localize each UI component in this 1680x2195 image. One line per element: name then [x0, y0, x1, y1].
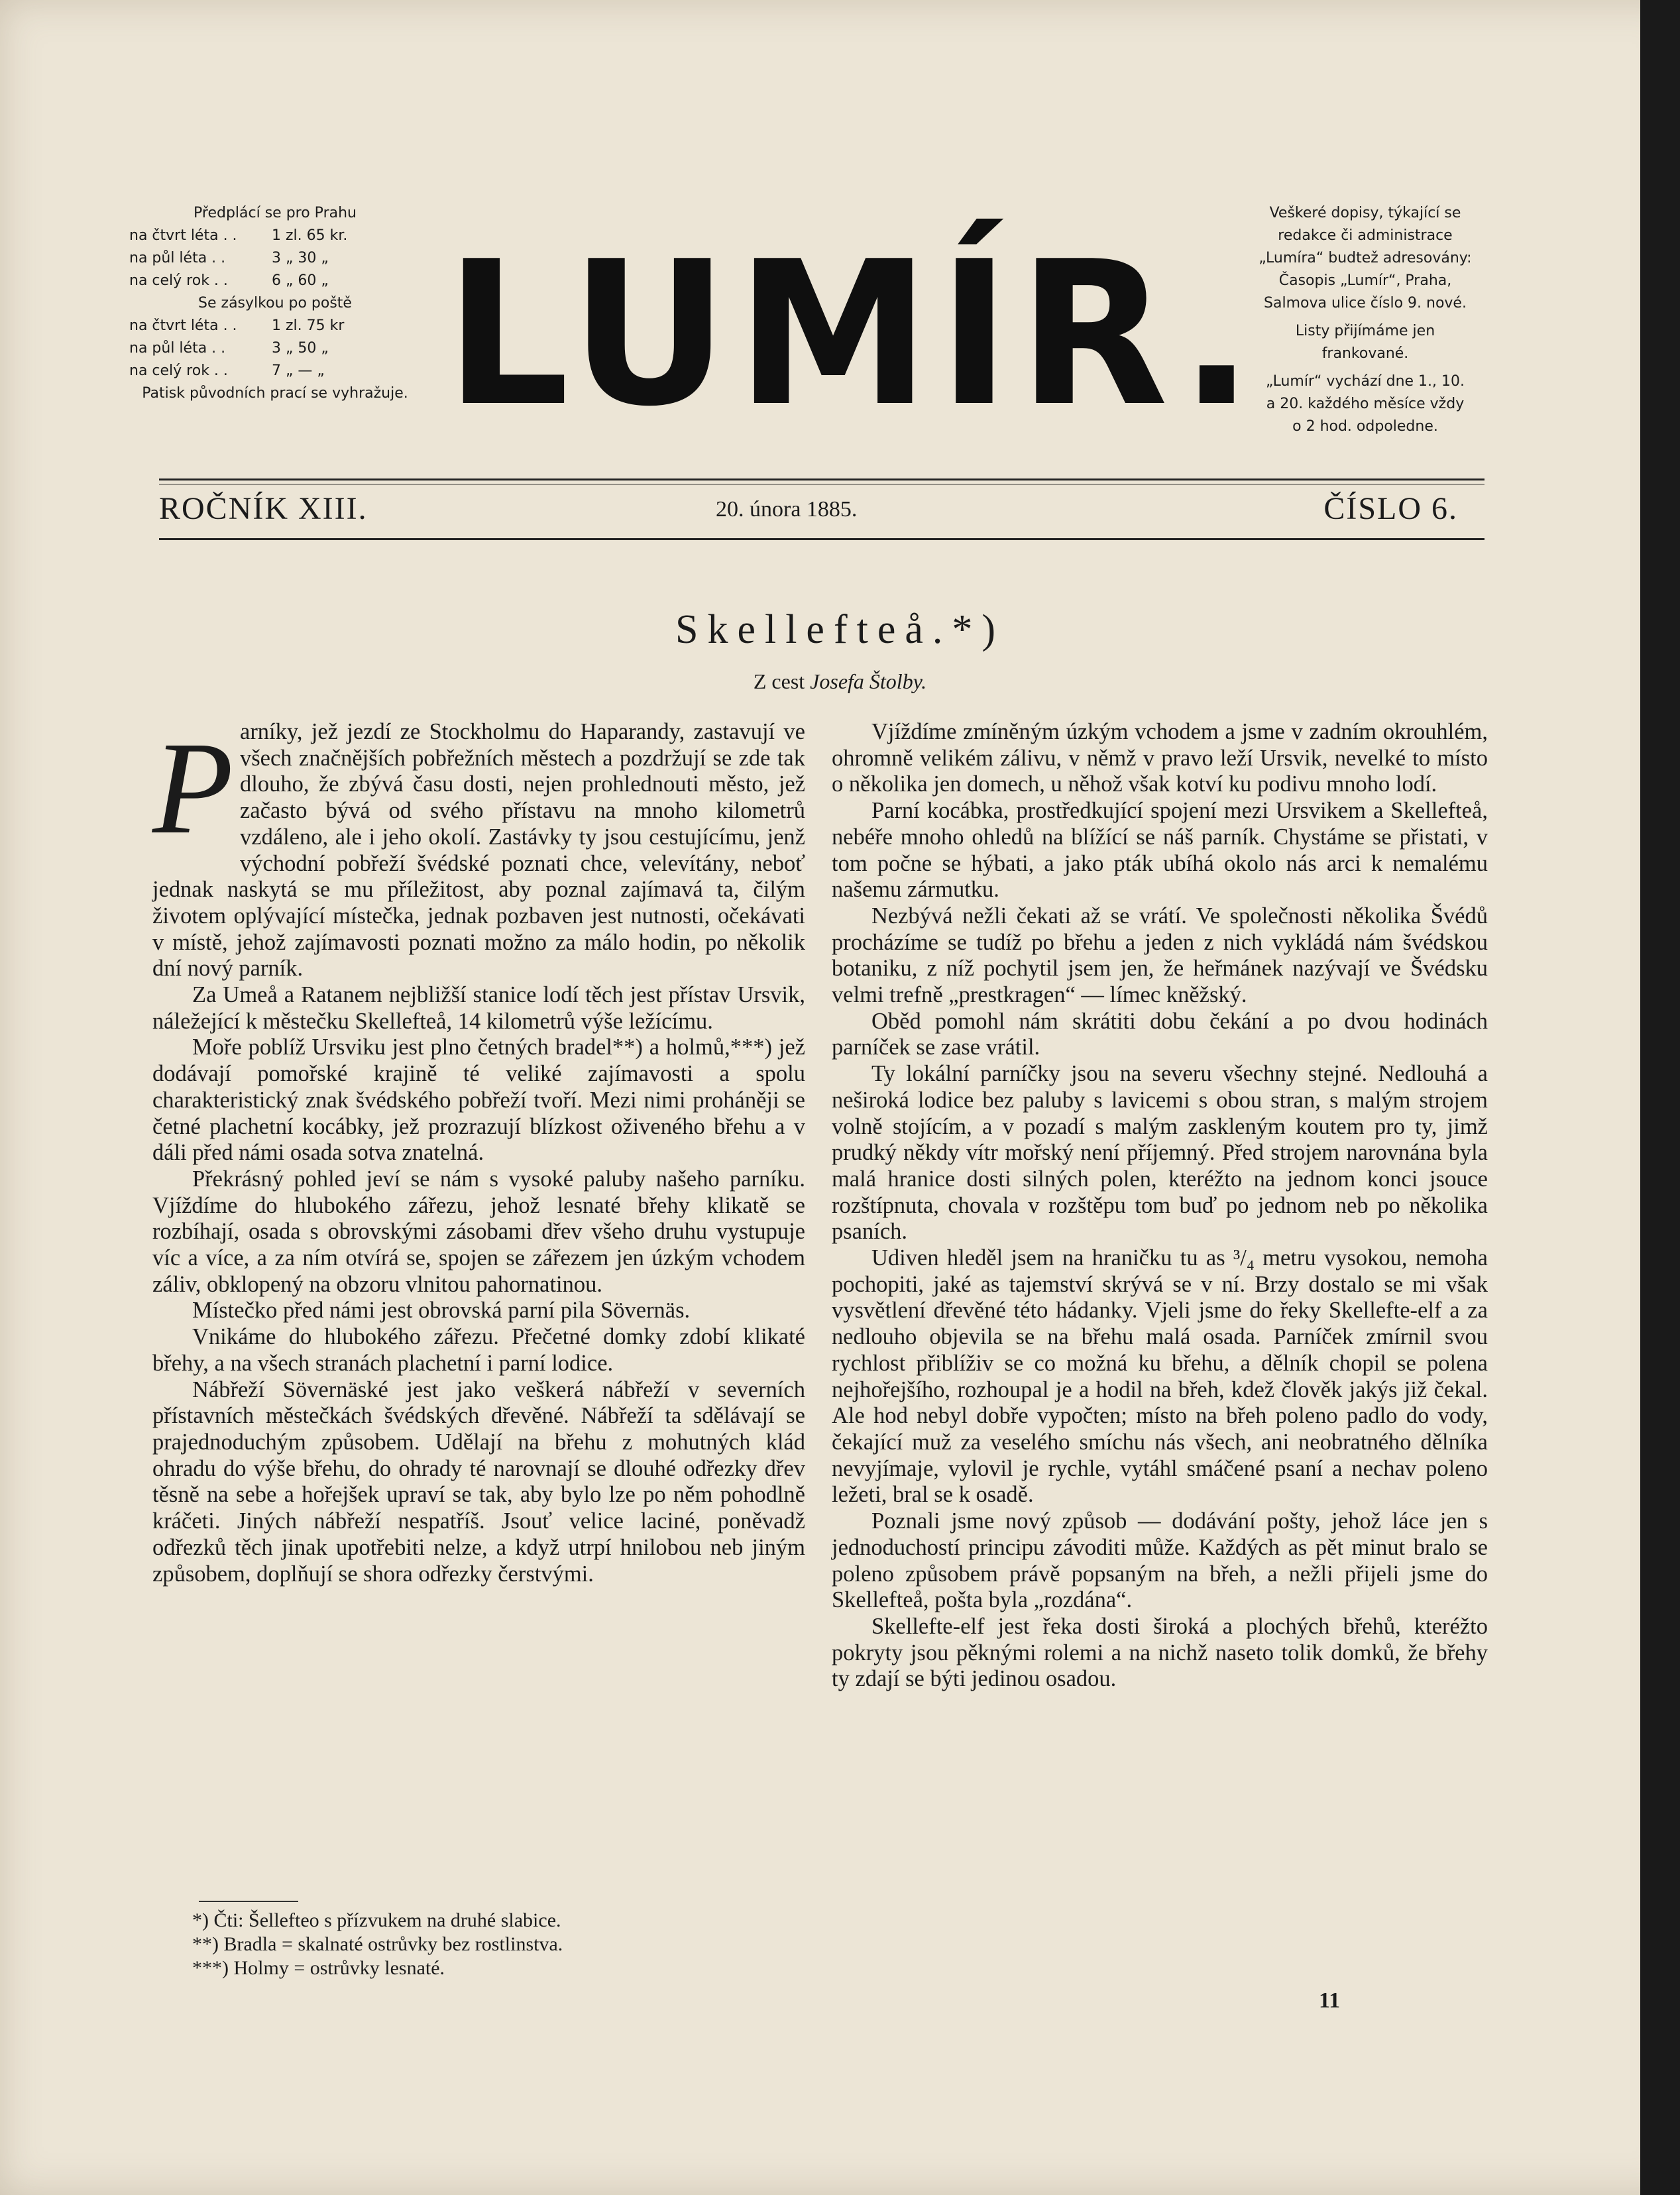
- price-row: na půl léta . . 3 „ 30 „: [129, 250, 329, 266]
- paragraph: Udiven hleděl jsem na hraničku tu as ³/₄ metru vysokou, nemoha pochopiti, jaké as tajemství skrývá se v ní. Brzy dostalo se mi však vysvětlení dřevěné této hádanky. Vjeli jsme do řeky Skellefte-elf a za nedlouho objevila se na břehu malá osada. Parníček zmírnil svou rychlost přiblíživ se co možná ku břehu, a dělník chopil se polena nejhořejšího, rozhoupal je a hodil na břeh, kdež člověk jakýs již čekal. Ale hod nebyl dobře vypočten; místo na břeh poleno padlo do vody, čekající muž za veselého smíchu nás všech, ani neobratného dělníka nevyjímaje, vylovil je rychle, vytáhl smáčené psaní a nechav poleno ležeti, bral se k osadě.: [832, 1245, 1488, 1508]
- paragraph: Za Umeå a Ratanem nejbližší stanice lodí těch jest přístav Ursvik, náležející k městečku Skellefteå, 14 kilometrů výše ležícímu.: [152, 982, 805, 1034]
- price-row: na čtvrt léta . . 1 zl. 65 kr.: [129, 227, 348, 244]
- editorial-info: [1226, 202, 1504, 438]
- info-line: „Lumír“ vychází dne 1., 10.: [1265, 373, 1465, 390]
- issue-bar: [159, 490, 1484, 537]
- reprint-note: Patisk původních prací se vyhražuje.: [142, 385, 408, 402]
- info-line: Listy přijímáme jen: [1295, 323, 1435, 339]
- paragraph: Ty lokální parníčky jsou na severu všechny stejné. Nedlouhá a neširoká lodice bez paluby s lavicemi s obou stran, s malým strojem volně stojícím, a v pozadí s malým zaskleným koutem pro ty, jimž prudký někdy vítr mořský není příjemný. Před strojem narovnána byla malá hranice dosti silných polen, kteréžto na jednom konci jsouce rozštípnuta, chovala v rozštěpu tom buď po jednom neb po několika psaních.: [832, 1061, 1488, 1245]
- paragraph: Překrásný pohled jeví se nám s vysoké paluby našeho parníku. Vjíždíme do hlubokého zářezu, jehož lesnaté břehy klikatě se rozbíhají, osada s obrovskými zásobami dřev všeho druhu vystupuje víc a více, a za ním otvírá se, spojen se zářezem jen úzkým vchodem záliv, obklopený na obzoru vlnitou pahornatinou.: [152, 1166, 805, 1297]
- scan-border: [1640, 0, 1680, 2195]
- article-column-2: [832, 719, 1488, 1693]
- top-rule: [159, 478, 1484, 480]
- article-byline: Z cest Josefa Štolby.: [753, 669, 927, 693]
- subscription-info: [129, 202, 421, 405]
- info-line: Časopis „Lumír“, Praha,: [1278, 272, 1452, 289]
- paragraph: Oběd pomohl nám skrátiti dobu čekání a po dvou hodinách parníček se zase vrátil.: [832, 1008, 1488, 1060]
- info-line: frankované.: [1321, 345, 1409, 362]
- footnote: ***) Holmy = ostrůvky lesnaté.: [192, 1957, 445, 1979]
- footnote: **) Bradla = skalnaté ostrůvky bez rostlinstva.: [192, 1933, 563, 1955]
- postal-heading: Se zásylkou po poště: [198, 295, 352, 311]
- page-number: 11: [1319, 1988, 1341, 2013]
- issue-number: ČÍSLO 6.: [1323, 491, 1458, 526]
- footnote: *) Čti: Šellefteo s přízvukem na druhé slabice.: [192, 1909, 561, 1931]
- footnote-rule: [199, 1901, 298, 1902]
- price-row: na celý rok . . 6 „ 60 „: [129, 272, 329, 289]
- subscription-heading: Předplácí se pro Prahu: [194, 205, 357, 221]
- info-line: „Lumíra“ budtež adresovány:: [1259, 250, 1472, 266]
- info-line: a 20. každého měsíce vždy: [1266, 396, 1465, 412]
- price-row: na půl léta . . 3 „ 50 „: [129, 340, 329, 357]
- paragraph: Místečko před námi jest obrovská parní pila Sövernäs.: [192, 1298, 691, 1323]
- info-line: redakce či administrace: [1278, 227, 1453, 244]
- bottom-rule: [159, 538, 1484, 540]
- footnotes: [192, 1909, 789, 1980]
- author-name: Josefa Štolby.: [810, 669, 927, 693]
- paragraph: Nezbývá nežli čekati až se vrátí. Ve společnosti několika Švédů procházíme se tudíž po břehu a jeden z nich vykládá nám švédskou botaniku, z níž pochytil jsem jen, že heřmánek nazývají ve Švédsku velmi trefně „prestkragen“ — límec kněžský.: [832, 903, 1488, 1008]
- issue-date: 20. února 1885.: [716, 497, 858, 522]
- paragraph: Vjíždíme zmíněným úzkým vchodem a jsme v zadním okrouhlém, ohromně velikém zálivu, v němž v pravo leží Ursvik, nevelké to místo o několika jen domech, u něhož však kotví ku podivu mnoho lodí.: [832, 719, 1488, 797]
- paragraph: Parní kocábka, prostředkující spojení mezi Ursvikem a Skellefteå, nebéře mnoho ohledů na blížící se náš parník. Chystáme se přistati, v tom počne se hýbati, a jako pták ubíhá okolo nás arci k nemalému našemu zármutku.: [832, 798, 1488, 903]
- article-column-1: [152, 715, 805, 1587]
- info-line: Veškeré dopisy, týkající se: [1269, 205, 1461, 221]
- paragraph: Skellefte-elf jest řeka dosti široká a plochých břehů, kteréžto pokryty jsou pěknými rolemi a na nichž naseto tolik domků, že břehy ty zdají se býti jedinou osadou.: [832, 1613, 1488, 1692]
- paragraph: Poznali jsme nový způsob — dodávání pošty, jehož láce jen s jednoduchostí principu závoditi může. Každých as pět minut bralo se poleno způsobem právě popsaným na břeh, a nežli přijeli jsme do Skellefteå, pošta byla „rozdána“.: [832, 1508, 1488, 1613]
- price-row: na čtvrt léta . . 1 zl. 75 kr: [129, 317, 345, 334]
- paragraph: Nábřeží Sövernäské jest jako veškerá nábřeží v severních přístavních městečkách švédských dřevěné. Nábřeží ta sdělávají se prajednoduchým způsobem. Udělají na břehu z mohutných klád ohradu do výše břehu, do ohrady té narovnají se dlouhé odřezky dřev těsně na sebe a hořejšek upraví se tak, aby bylo lze po něm pohodlně kráčeti. Jiných nábřeží nespatříš. Jsouť velice laciné, poněvadž odřezků těch jinak upotřebiti nelze, a když utrpí hnilobou neb jiným způsobem, doplňují se shora odřezky čerstvými.: [152, 1377, 805, 1587]
- volume-label: ROČNÍK XIII.: [159, 491, 368, 526]
- price-row: na celý rok . . 7 „ — „: [129, 363, 325, 379]
- masthead-logo: LUMÍR.: [445, 219, 1262, 450]
- decorative-initial: P: [152, 715, 234, 862]
- paragraph: Vnikáme do hlubokého zářezu. Přečetné domky zdobí klikaté břehy, a na všech stranách plachetní i parní lodice.: [152, 1324, 805, 1376]
- info-line: Salmova ulice číslo 9. nové.: [1264, 295, 1467, 311]
- paragraph: Parníky, jež jezdí ze Stockholmu do Haparandy, zastavují ve všech značnějších pobřežních městech a pozdržují se zde tak dlouho, že zbývá času dosti, nejen prohlednouti město, jež začasto bývá od svého přístavu na mnoho kilometrů vzdáleno, ale i jeho okolí. Zastávky ty jsou cestujícímu, jenž východní pobřeží švédské poznati chce, velevítány, neboť jednak naskytá se mu příležitost, aby poznal zajímavá ta, čilým životem oplývající místečka, jednak pozbaven jest nutnosti, očekávati v místě, jehož zajímavosti poznati možno za málo hodin, po několik dní nový parník.: [152, 715, 805, 982]
- info-line: o 2 hod. odpoledne.: [1292, 418, 1438, 435]
- paragraph: Moře poblíž Ursviku jest plno četných bradel**) a holmů,***) jež dodávají pomořské krajině té veliké zajímavosti a spolu charakteristický znak švédského pobřeží tvoří. Mezi nimi proháněji se četné plachetní kocábky, jež prozrazují blízkost oživeného břehu a v dáli před námi osada sotva znatelná.: [152, 1035, 805, 1166]
- article-title: Skellefteå.*): [675, 607, 1005, 652]
